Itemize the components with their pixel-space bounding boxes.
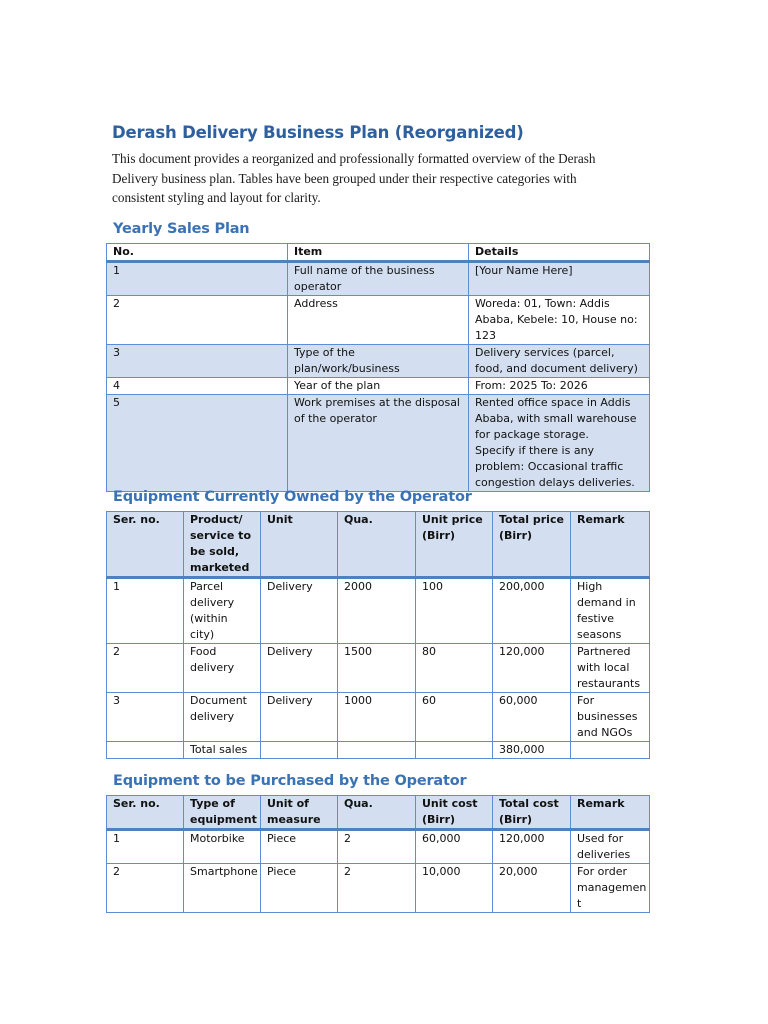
cell-remark: For order managemen t [571,864,650,913]
cell-item: Type of the plan/work/business [288,345,469,378]
cell-item: Work premises at the disposal of the operator [288,395,469,492]
header-ser-no: Ser. no. [107,512,184,578]
cell-item: Year of the plan [288,378,469,395]
cell-qua: 2 [338,864,416,913]
cell-details: [Your Name Here] [469,262,650,296]
intro-paragraph [112,149,667,208]
details-extra-text: Specify if there is any problem: Occasional traffic congestion delays deliveries. [475,444,635,489]
cell-remark: Used for deliveries [571,830,650,864]
table-row [107,395,650,492]
cell-no: 5 [107,395,288,492]
table-row [107,378,650,395]
cell-qua: 1000 [338,693,416,742]
cell-unit: Piece [261,864,338,913]
header-unit-price: Unit price (Birr) [416,512,493,578]
header-total-price: Total price (Birr) [493,512,571,578]
header-remark: Remark [571,512,650,578]
header-ser-no: Ser. no. [107,796,184,830]
cell-product: Parcel delivery (within city) [184,578,261,644]
header-unit: Unit [261,512,338,578]
cell-details [469,395,650,492]
document-title: Derash Delivery Business Plan (Reorganized) [112,123,524,142]
table-row [107,296,650,345]
cell-unit-cost: 10,000 [416,864,493,913]
cell-details: From: 2025 To: 2026 [469,378,650,395]
total-value: 380,000 [493,742,571,759]
header-unit-of-measure: Unit of measure [261,796,338,830]
sales-plan-table [106,243,650,492]
cell-type: Motorbike [184,830,261,864]
header-unit-cost: Unit cost (Birr) [416,796,493,830]
cell-product: Document delivery [184,693,261,742]
cell-qua: 2 [338,830,416,864]
cell-no: 1 [107,262,288,296]
header-total-cost: Total cost (Birr) [493,796,571,830]
purchase-equipment-table [106,795,650,913]
table-row [107,864,650,913]
header-qua: Qua. [338,796,416,830]
cell-total-price: 120,000 [493,644,571,693]
cell-total-cost: 120,000 [493,830,571,864]
cell-ser: 1 [107,830,184,864]
header-type: Type of equipment [184,796,261,830]
header-remark: Remark [571,796,650,830]
cell-ser: 2 [107,864,184,913]
header-item: Item [288,244,469,262]
owned-heading: Equipment Currently Owned by the Operator [113,489,472,505]
owned-equipment-table [106,511,650,759]
cell-remark: Partnered with local restaurants [571,644,650,693]
header-no: No. [107,244,288,262]
purchase-heading: Equipment to be Purchased by the Operator [113,773,467,789]
cell-total-price: 60,000 [493,693,571,742]
details-text: Rented office space in Addis Ababa, with small warehouse for package storage. [475,396,637,441]
intro-line: Delivery business plan. Tables have been grouped under their respective categories with [112,170,577,186]
table-row [107,693,650,742]
intro-line: This document provides a reorganized and professionally formatted overview of the Derash [112,151,596,166]
cell-qua: 1500 [338,644,416,693]
cell-item: Full name of the business operator [288,262,469,296]
intro-line: consistent styling and layout for clarity. [112,190,321,205]
cell-unit-price: 100 [416,578,493,644]
cell-details: Delivery services (parcel, food, and document delivery) [469,345,650,378]
table-row [107,644,650,693]
cell-ser: 2 [107,644,184,693]
table-row [107,262,650,296]
table-row [107,578,650,644]
total-label: Total sales [184,742,261,759]
cell-unit-cost: 60,000 [416,830,493,864]
cell-no: 2 [107,296,288,345]
cell-unit-price: 80 [416,644,493,693]
table-row [107,830,650,864]
cell-unit: Delivery [261,644,338,693]
table-row [107,345,650,378]
cell-details: Woreda: 01, Town: Addis Ababa, Kebele: 10, House no: 123 [469,296,650,345]
cell-total-cost: 20,000 [493,864,571,913]
cell-no: 4 [107,378,288,395]
header-qua: Qua. [338,512,416,578]
cell-product: Food delivery [184,644,261,693]
cell-qua: 2000 [338,578,416,644]
header-details: Details [469,244,650,262]
cell-ser: 1 [107,578,184,644]
header-product: Product/ service to be sold, marketed [184,512,261,578]
cell-unit: Piece [261,830,338,864]
cell-remark: High demand in festive seasons [571,578,650,644]
cell-item: Address [288,296,469,345]
cell-unit-price: 60 [416,693,493,742]
cell-remark: For businesses and NGOs [571,693,650,742]
cell-unit: Delivery [261,693,338,742]
cell-type: Smartphone [184,864,261,913]
cell-no: 3 [107,345,288,378]
cell-ser: 3 [107,693,184,742]
cell-unit: Delivery [261,578,338,644]
total-row [107,742,650,759]
sales-plan-heading: Yearly Sales Plan [113,221,250,237]
cell-total-price: 200,000 [493,578,571,644]
